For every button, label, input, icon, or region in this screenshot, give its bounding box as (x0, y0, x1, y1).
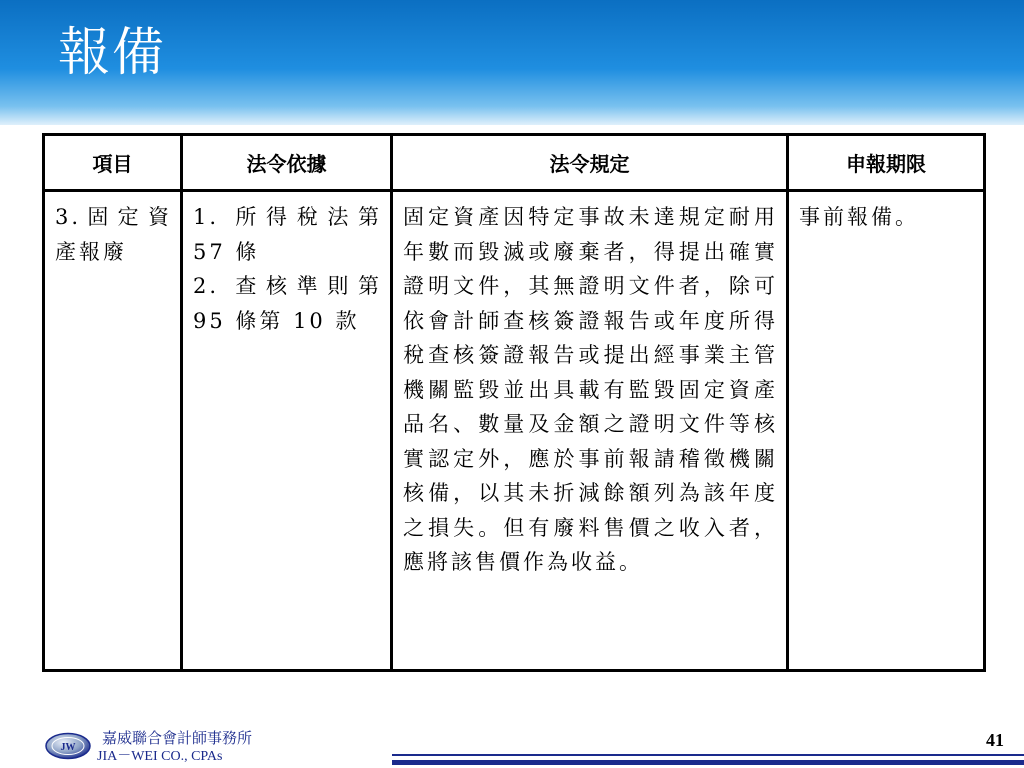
table-row (44, 191, 985, 671)
footer-divider (392, 754, 1024, 756)
table-header-row (44, 135, 985, 191)
legal-basis-line: 2. 查核準則第 95 條第 10 款 (193, 274, 382, 333)
cell-deadline: 事前報備。 (788, 191, 985, 671)
header-regulation: 法令規定 (392, 135, 788, 191)
footer-divider-thick (392, 760, 1024, 765)
firm-logo-icon (44, 732, 92, 760)
header-item: 項目 (44, 135, 182, 191)
header-legal-basis: 法令依據 (182, 135, 392, 191)
title-banner (0, 0, 1024, 125)
cell-legal-basis (182, 191, 392, 671)
legal-basis-line: 1. 所得稅法第 57 條 (193, 205, 382, 264)
cell-regulation: 固定資產因特定事故未達規定耐用年數而毀滅或廢棄者，得提出確實證明文件，其無證明文件者，除可依會計師查核簽證報告或年度所得稅查核簽證報告或提出經事業主管機關監毀並出具載有監毀固定資產品名、數量及金額之證明文件等核實認定外，應於事前報請稽徵機關核備，以其未折減餘額列為該年度之損失。但有廢料售價之收入者，應將該售價作為收益。 (392, 191, 788, 671)
svg-text:JW: JW (60, 742, 76, 753)
cell-item: 3.固定資產報廢 (44, 191, 182, 671)
regulation-table (42, 133, 986, 672)
firm-name-english: JIA－WEI CO., CPAs (97, 749, 223, 764)
slide-title: 報備 (58, 23, 167, 83)
header-deadline: 申報期限 (788, 135, 985, 191)
firm-name: 嘉威聯合會計師事務所 (102, 729, 253, 747)
page-number: 41 (986, 730, 1004, 750)
